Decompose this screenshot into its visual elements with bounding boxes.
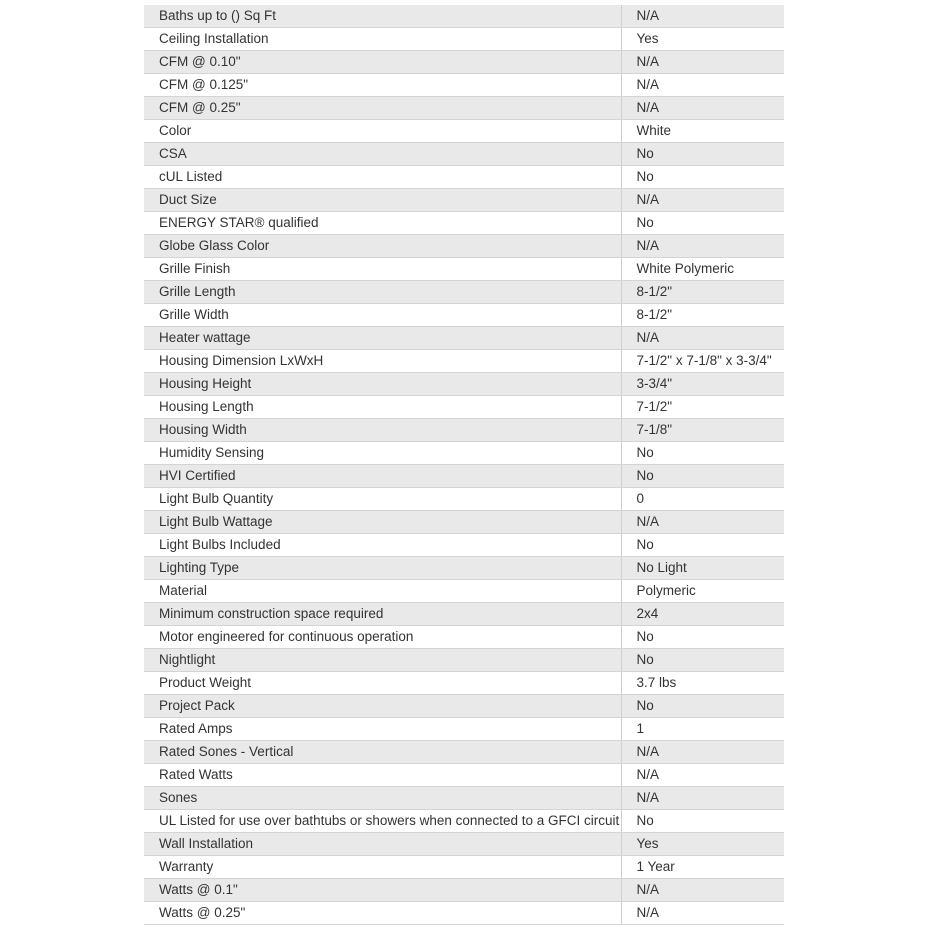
spec-label: Grille Length <box>144 281 621 304</box>
table-row <box>144 626 784 649</box>
spec-label: Rated Sones - Vertical <box>144 741 621 764</box>
spec-label: Motor engineered for continuous operation <box>144 626 621 649</box>
spec-label: Sones <box>144 787 621 810</box>
spec-value: N/A <box>621 97 784 120</box>
spec-label: Project Pack <box>144 695 621 718</box>
spec-value: N/A <box>621 51 784 74</box>
spec-label: Humidity Sensing <box>144 442 621 465</box>
spec-value: N/A <box>621 741 784 764</box>
table-row <box>144 649 784 672</box>
table-row <box>144 534 784 557</box>
spec-label: cUL Listed <box>144 166 621 189</box>
spec-value: N/A <box>621 879 784 902</box>
spec-value: N/A <box>621 902 784 925</box>
spec-value: N/A <box>621 189 784 212</box>
table-row <box>144 97 784 120</box>
spec-label: Light Bulb Wattage <box>144 511 621 534</box>
specifications-table-body <box>144 5 784 925</box>
spec-value: No <box>621 534 784 557</box>
spec-label: Wall Installation <box>144 833 621 856</box>
spec-value: No <box>621 626 784 649</box>
spec-label: Grille Finish <box>144 258 621 281</box>
table-row <box>144 212 784 235</box>
table-row <box>144 833 784 856</box>
table-row <box>144 281 784 304</box>
table-row <box>144 488 784 511</box>
spec-value: No <box>621 649 784 672</box>
table-row <box>144 603 784 626</box>
spec-label: Rated Amps <box>144 718 621 741</box>
spec-value: 0 <box>621 488 784 511</box>
spec-value: No <box>621 212 784 235</box>
spec-value: 1 Year <box>621 856 784 879</box>
spec-value: N/A <box>621 787 784 810</box>
table-row <box>144 28 784 51</box>
table-row <box>144 166 784 189</box>
table-row <box>144 396 784 419</box>
spec-value: 1 <box>621 718 784 741</box>
spec-value: Yes <box>621 28 784 51</box>
table-row <box>144 718 784 741</box>
table-row <box>144 879 784 902</box>
table-row <box>144 810 784 833</box>
table-row <box>144 511 784 534</box>
spec-value: No Light <box>621 557 784 580</box>
spec-value: 3.7 lbs <box>621 672 784 695</box>
table-row <box>144 442 784 465</box>
spec-label: Material <box>144 580 621 603</box>
spec-value: N/A <box>621 5 784 28</box>
spec-label: ENERGY STAR® qualified <box>144 212 621 235</box>
table-row <box>144 143 784 166</box>
spec-value: White Polymeric <box>621 258 784 281</box>
spec-value: No <box>621 166 784 189</box>
spec-label: Grille Width <box>144 304 621 327</box>
table-row <box>144 327 784 350</box>
table-row <box>144 856 784 879</box>
spec-label: Color <box>144 120 621 143</box>
table-row <box>144 419 784 442</box>
spec-value: No <box>621 442 784 465</box>
spec-value: N/A <box>621 764 784 787</box>
table-row <box>144 764 784 787</box>
spec-label: Ceiling Installation <box>144 28 621 51</box>
spec-label: Duct Size <box>144 189 621 212</box>
table-row <box>144 350 784 373</box>
table-row <box>144 695 784 718</box>
spec-label: Housing Width <box>144 419 621 442</box>
table-row <box>144 5 784 28</box>
spec-label: Watts @ 0.25" <box>144 902 621 925</box>
spec-label: Light Bulb Quantity <box>144 488 621 511</box>
spec-value: No <box>621 810 784 833</box>
spec-label: Product Weight <box>144 672 621 695</box>
spec-label: CFM @ 0.125" <box>144 74 621 97</box>
spec-label: Minimum construction space required <box>144 603 621 626</box>
specifications-table <box>144 5 784 925</box>
spec-value: N/A <box>621 235 784 258</box>
spec-value: 3-3/4" <box>621 373 784 396</box>
spec-label: Nightlight <box>144 649 621 672</box>
spec-value: No <box>621 143 784 166</box>
spec-value: Yes <box>621 833 784 856</box>
spec-label: Housing Length <box>144 396 621 419</box>
spec-label: Globe Glass Color <box>144 235 621 258</box>
spec-value: White <box>621 120 784 143</box>
spec-label: CFM @ 0.25" <box>144 97 621 120</box>
spec-label: Housing Dimension LxWxH <box>144 350 621 373</box>
spec-value: No <box>621 465 784 488</box>
table-row <box>144 258 784 281</box>
table-row <box>144 51 784 74</box>
spec-value: N/A <box>621 327 784 350</box>
table-row <box>144 74 784 97</box>
table-row <box>144 580 784 603</box>
spec-value: N/A <box>621 511 784 534</box>
spec-value: 8-1/2" <box>621 281 784 304</box>
table-row <box>144 557 784 580</box>
table-row <box>144 373 784 396</box>
spec-label: CSA <box>144 143 621 166</box>
spec-label: Light Bulbs Included <box>144 534 621 557</box>
spec-value: 7-1/8" <box>621 419 784 442</box>
table-row <box>144 672 784 695</box>
spec-label: Rated Watts <box>144 764 621 787</box>
table-row <box>144 304 784 327</box>
spec-label: Baths up to () Sq Ft <box>144 5 621 28</box>
table-row <box>144 120 784 143</box>
spec-label: UL Listed for use over bathtubs or showers when connected to a GFCI circuit <box>144 810 621 833</box>
table-row <box>144 189 784 212</box>
spec-value: No <box>621 695 784 718</box>
spec-value: 7-1/2" x 7-1/8" x 3-3/4" <box>621 350 784 373</box>
spec-value: N/A <box>621 74 784 97</box>
spec-value: 8-1/2" <box>621 304 784 327</box>
spec-label: Housing Height <box>144 373 621 396</box>
table-row <box>144 787 784 810</box>
spec-label: Warranty <box>144 856 621 879</box>
table-row <box>144 741 784 764</box>
spec-value: 2x4 <box>621 603 784 626</box>
table-row <box>144 235 784 258</box>
table-row <box>144 902 784 925</box>
spec-value: 7-1/2" <box>621 396 784 419</box>
spec-value: Polymeric <box>621 580 784 603</box>
spec-label: Watts @ 0.1" <box>144 879 621 902</box>
spec-label: Heater wattage <box>144 327 621 350</box>
spec-label: HVI Certified <box>144 465 621 488</box>
spec-label: Lighting Type <box>144 557 621 580</box>
spec-label: CFM @ 0.10" <box>144 51 621 74</box>
table-row <box>144 465 784 488</box>
